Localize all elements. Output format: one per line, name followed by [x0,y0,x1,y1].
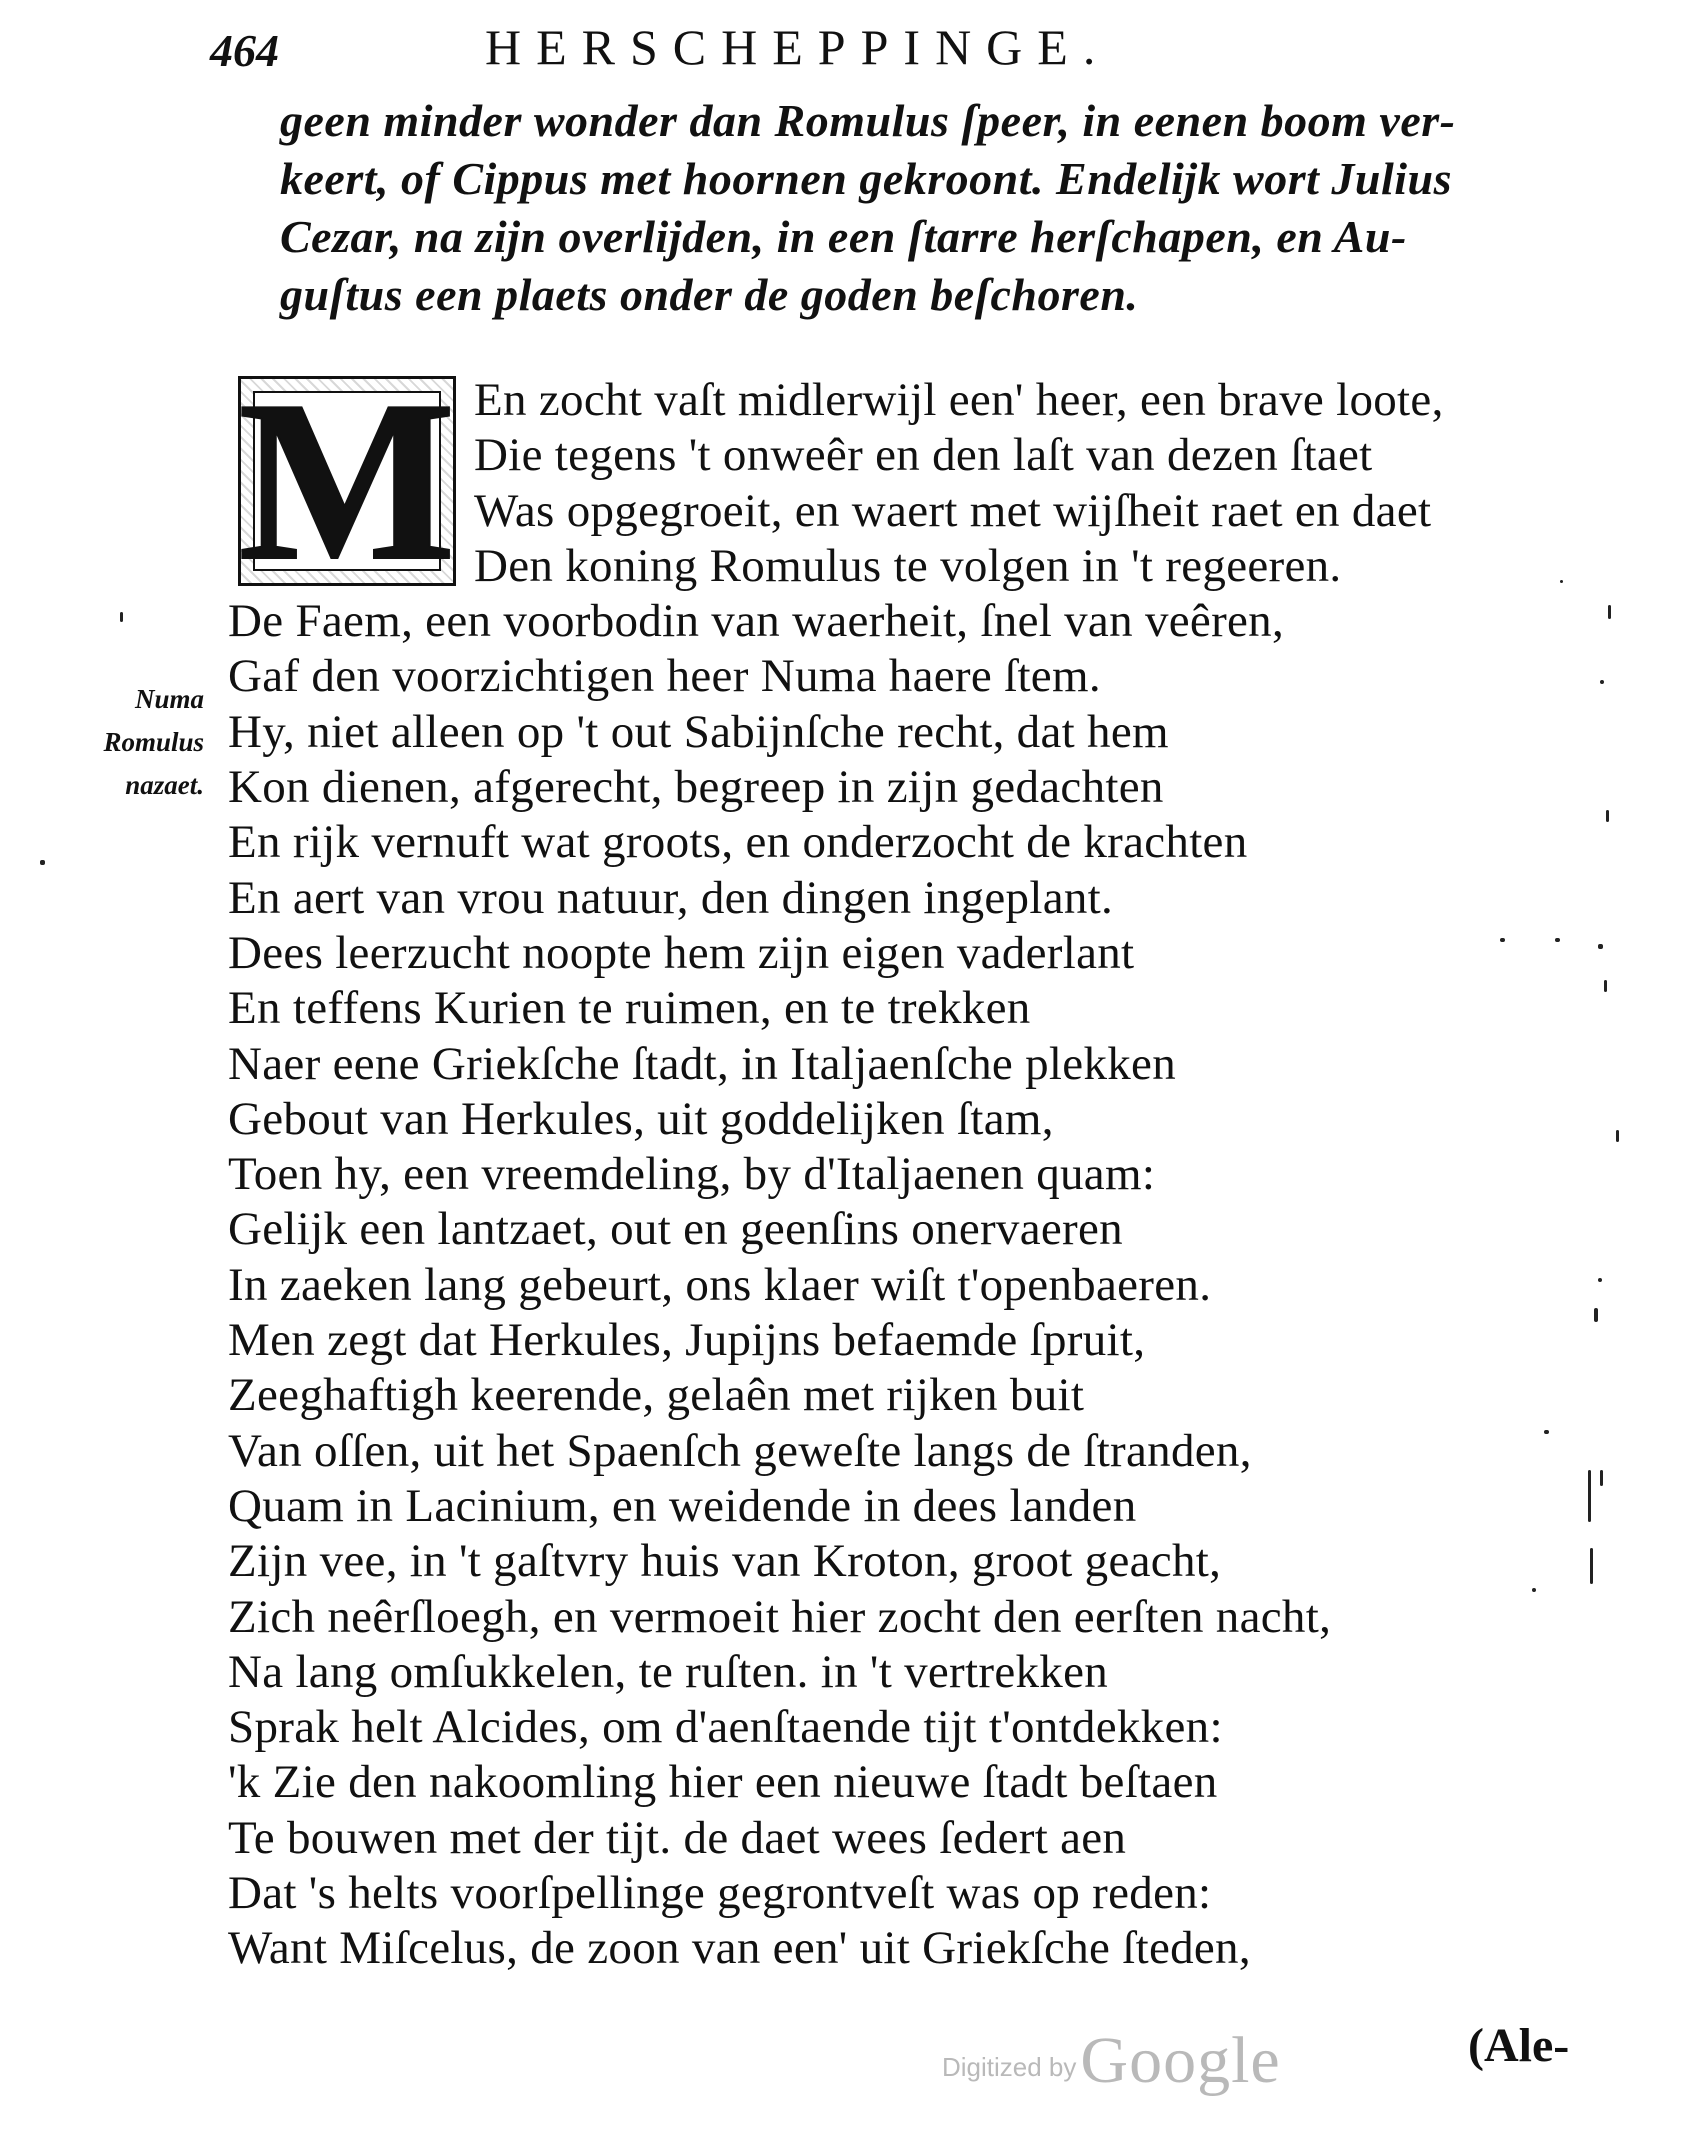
poem-line: Die tegens 't onweêr en den laſt van dezen ſtaet [474,429,1373,482]
poem-line: Kon dienen, afgerecht, begreep in zijn gedachten [228,761,1164,814]
watermark-brand: Google [1080,2024,1281,2097]
scan-speck [1544,1430,1549,1434]
argument-line: Cezar, na zijn overlijden, in een ſtarre herſchapen, en Au- [280,211,1407,262]
poem-line: Te bouwen met der tijt. de daet wees ſedert aen [228,1811,1127,1864]
scan-speck [1616,1130,1619,1142]
scan-speck [1500,938,1505,942]
marginal-note [64,678,204,807]
argument-line: keert, of Cippus met hoornen gekroont. Endelijk wort Julius [280,153,1453,204]
poem-line: En zocht vaſt midlerwijl een' heer, een brave loote, [474,374,1444,426]
scan-speck [1598,944,1603,949]
poem-line: Zijn vee, in 't gaſtvry huis van Kroton, groot geacht, [228,1535,1222,1588]
argument-line: geen minder wonder dan Romulus ſpeer, in eenen boom ver- [280,95,1456,146]
scan-speck [40,860,45,865]
poem-line: Quam in Lacinium, en weidende in dees landen [228,1479,1137,1532]
poem-line: Den koning Romulus te volgen in 't regeeren. [474,539,1342,592]
marginal-note-line: nazaet. [125,770,204,800]
poem-line: En teffens Kurien te ruimen, en te trekken [228,982,1031,1035]
poem-line: Van oſſen, uit het Spaenſch geweſte langs de ſtranden, [228,1424,1252,1477]
scan-speck [120,612,123,622]
argument-line: guſtus een plaets onder de goden beſchoren. [280,269,1139,320]
marginal-note-line: Romulus [103,727,204,757]
poem-line: Toen hy, een vreemdeling, by d'Italjaenen quam: [228,1148,1156,1201]
scan-speck [1588,1470,1591,1522]
poem-line: Men zegt dat Herkules, Jupijns befaemde ſpruit, [228,1314,1146,1367]
catchword: (Ale- [1468,2019,1570,2072]
page-number: 464 [210,25,279,76]
poem-line: 'k Zie den nakoomling hier een nieuwe ſtadt beſtaen [228,1756,1218,1809]
poem-line: En aert van vrou natuur, den dingen ingeplant. [228,871,1114,924]
digitized-watermark [942,2023,1281,2103]
poem-line: Want Miſcelus, de zoon van een' uit Griekſche ſteden, [228,1922,1251,1975]
poem-line: Gelijk een lantzaet, out en geenſins onervaeren [228,1203,1123,1256]
scan-speck [1532,1588,1536,1592]
poem-line: En rijk vernuft wat groots, en onderzocht de krachten [228,816,1248,869]
poem-line: Zeeghaftigh keerende, gelaên met rijken buit [228,1369,1085,1422]
initial-letter: M [238,353,456,608]
scan-speck [1555,938,1560,942]
scan-speck [1600,1470,1603,1486]
scan-speck [1594,1308,1598,1322]
poem-line: Sprak helt Alcides, om d'aenſtaende tijt t'ontdekken: [228,1701,1223,1754]
poem-line: Was opgegroeit, en waert met wijſheit raet en daet [474,484,1432,537]
poem-line: Dat 's helts voorſpellinge gegrontveſt was op reden: [228,1867,1212,1920]
poem-line: De Faem, een voorbodin van waerheit, ſnel van veêren, [228,595,1285,648]
scan-speck [1600,680,1604,684]
poem-line: Dees leerzucht noopte hem zijn eigen vaderlant [228,926,1135,979]
chapter-argument [280,92,1610,324]
poem-text [228,353,1628,1977]
scan-speck [1606,810,1609,822]
running-title: HERSCHEPPINGE. [485,19,1111,75]
poem-line: Gaf den voorzichtigen heer Numa haere ſtem. [228,650,1101,703]
poem-line: In zaeken lang gebeurt, ons klaer wiſt t'openbaeren. [228,1258,1212,1311]
marginal-note-line: Numa [134,684,204,714]
scan-speck [1608,605,1611,619]
scan-speck [1560,580,1563,583]
page-header [210,18,1390,88]
poem-line: Na lang omſukkelen, te ruſten. in 't vertrekken [228,1645,1109,1698]
poem-line: Naer eene Griekſche ſtadt, in Italjaenſche plekken [228,1037,1176,1090]
scan-speck [1590,1548,1593,1584]
scan-speck [1604,980,1607,992]
scan-speck [1598,1278,1602,1282]
poem-line: Hy, niet alleen op 't out Sabijnſche recht, dat hem [228,705,1169,758]
poem-line: Zich neêrſloegh, en vermoeit hier zocht den eerſten nacht, [228,1590,1332,1643]
poem-line: Gebout van Herkules, uit goddelijken ſtam, [228,1092,1054,1145]
watermark-prefix: Digitized by [942,2052,1077,2082]
